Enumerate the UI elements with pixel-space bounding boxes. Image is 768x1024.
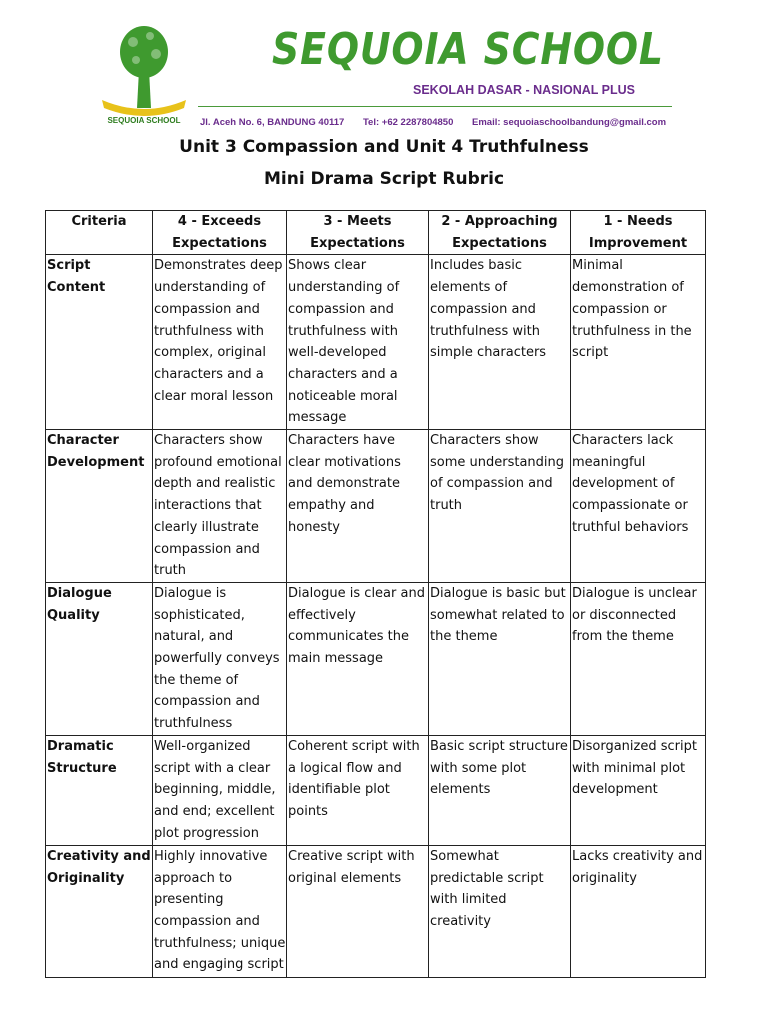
level-4-cell: Characters show profound emotional depth and realistic interactions that clearly illustrate compassion and truth	[153, 430, 287, 583]
criteria-cell: Character Development	[46, 430, 153, 583]
contact-line	[200, 117, 682, 128]
level-2-cell: Basic script structure with some plot elements	[429, 735, 571, 845]
criteria-cell: Script Content	[46, 255, 153, 430]
rubric-table	[45, 210, 706, 978]
level-4-cell: Highly innovative approach to presenting compassion and truthfulness; unique and engaging script	[153, 845, 287, 977]
column-header-level-4: 4 - Exceeds Expectations	[153, 211, 287, 255]
document-subtitle: Mini Drama Script Rubric	[263, 169, 505, 189]
column-header-level-1: 1 - Needs Improvement	[571, 211, 706, 255]
level-1-cell: Minimal demonstration of compassion or truthfulness in the script	[571, 255, 706, 430]
document-title: Unit 3 Compassion and Unit 4 Truthfulness	[179, 137, 589, 157]
table-row	[46, 430, 706, 583]
level-2-cell: Somewhat predictable script with limited creativity	[429, 845, 571, 977]
school-name: SEQUOIA SCHOOL	[272, 24, 664, 75]
phone: Tel: +62 2287804850	[362, 117, 454, 128]
address: Jl. Aceh No. 6, BANDUNG 40117	[200, 117, 345, 128]
level-1-cell: Characters lack meaningful development of compassionate or truthful behaviors	[571, 430, 706, 583]
level-1-cell: Disorganized script with minimal plot development	[571, 735, 706, 845]
column-header-criteria: Criteria	[46, 211, 153, 255]
level-3-cell: Coherent script with a logical flow and identifiable plot points	[287, 735, 429, 845]
table-row	[46, 845, 706, 977]
level-3-cell: Creative script with original elements	[287, 845, 429, 977]
table-row	[46, 582, 706, 735]
column-header-level-2: 2 - Approaching Expectations	[429, 211, 571, 255]
level-3-cell: Dialogue is clear and effectively communicates the main message	[287, 582, 429, 735]
level-1-cell: Dialogue is unclear or disconnected from the theme	[571, 582, 706, 735]
header-divider	[198, 106, 672, 107]
school-subtitle: SEKOLAH DASAR - NASIONAL PLUS	[413, 83, 636, 97]
table-header-row	[46, 211, 706, 255]
level-3-cell: Characters have clear motivations and demonstrate empathy and honesty	[287, 430, 429, 583]
level-4-cell: Dialogue is sophisticated, natural, and powerfully conveys the theme of compassion and truthfulness	[153, 582, 287, 735]
table-row	[46, 255, 706, 430]
table-row	[46, 735, 706, 845]
level-4-cell: Well-organized script with a clear beginning, middle, and end; excellent plot progression	[153, 735, 287, 845]
level-2-cell: Includes basic elements of compassion and truthfulness with simple characters	[429, 255, 571, 430]
criteria-cell: Creativity and Originality	[46, 845, 153, 977]
level-3-cell: Shows clear understanding of compassion and truthfulness with well-developed characters and a noticeable moral message	[287, 255, 429, 430]
column-header-level-3: 3 - Meets Expectations	[287, 211, 429, 255]
criteria-cell: Dialogue Quality	[46, 582, 153, 735]
email: Email: sequoiaschoolbandung@gmail.com	[472, 117, 667, 128]
level-1-cell: Lacks creativity and originality	[571, 845, 706, 977]
letterhead	[0, 0, 768, 140]
level-2-cell: Dialogue is basic but somewhat related to the theme	[429, 582, 571, 735]
logo-caption: SEQUOIA SCHOOL	[107, 116, 181, 125]
level-2-cell: Characters show some understanding of compassion and truth	[429, 430, 571, 583]
level-4-cell: Demonstrates deep understanding of compassion and truthfulness with complex, original characters and a clear moral lesson	[153, 255, 287, 430]
criteria-cell: Dramatic Structure	[46, 735, 153, 845]
